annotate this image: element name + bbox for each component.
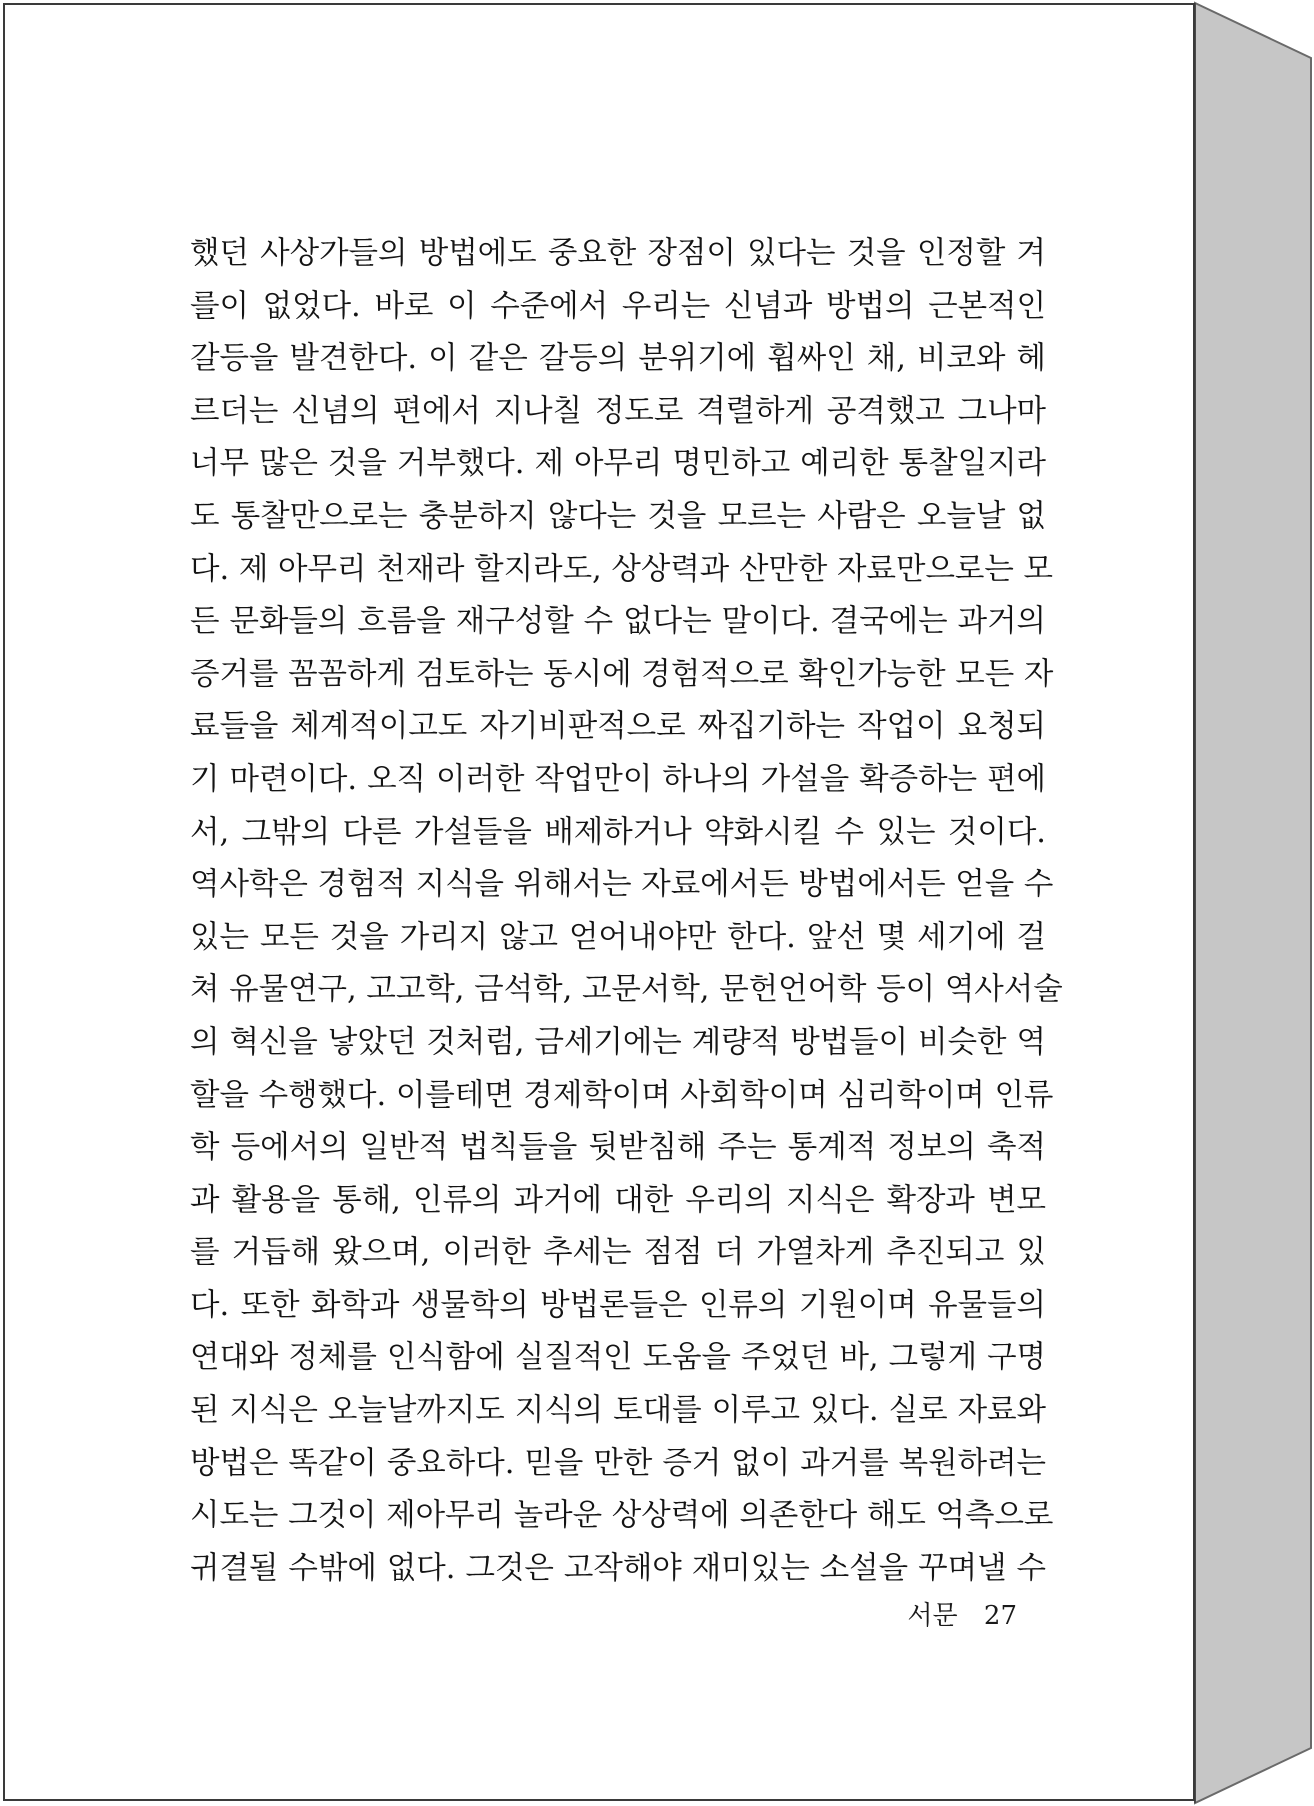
text-line: 과 활용을 통해, 인류의 과거에 대한 우리의 지식은 확장과 변모 bbox=[190, 1182, 1046, 1218]
text-line: 기 마련이다. 오직 이러한 작업만이 하나의 가설을 확증하는 편에 bbox=[190, 761, 1046, 797]
text-line: 서, 그밖의 다른 가설들을 배제하거나 약화시킬 수 있는 것이다. bbox=[190, 814, 1046, 850]
page-number: 27 bbox=[983, 1601, 1017, 1631]
text-line: 했던 사상가들의 방법에도 중요한 장점이 있다는 것을 인정할 겨 bbox=[190, 236, 1046, 271]
page-footer bbox=[907, 1595, 1017, 1632]
text-line: 할을 수행했다. 이를테면 경제학이며 사회학이며 심리학이며 인류 bbox=[190, 1077, 1054, 1113]
text-line: 쳐 유물연구, 고고학, 금석학, 고문서학, 문헌언어학 등이 역사서술 bbox=[190, 972, 1063, 1008]
section-title: 서문 bbox=[907, 1601, 958, 1631]
text-line: 귀결될 수밖에 없다. 그것은 고작해야 재미있는 소설을 꾸며낼 수 bbox=[190, 1550, 1046, 1586]
text-line: 증거를 꼼꼼하게 검토하는 동시에 경험적으로 확인가능한 모든 자 bbox=[190, 656, 1054, 692]
text-line: 갈등을 발견한다. 이 같은 갈등의 분위기에 휩싸인 채, 비코와 헤 bbox=[190, 341, 1046, 377]
body-text bbox=[190, 228, 1063, 1595]
text-line: 있는 모든 것을 가리지 않고 얻어내야만 한다. 앞선 몇 세기에 걸 bbox=[190, 919, 1046, 955]
text-line: 를이 없었다. 바로 이 수준에서 우리는 신념과 방법의 근본적인 bbox=[190, 288, 1046, 324]
text-line: 를 거듭해 왔으며, 이러한 추세는 점점 더 가열차게 추진되고 있 bbox=[190, 1235, 1046, 1271]
text-line: 료들을 체계적이고도 자기비판적으로 짜집기하는 작업이 요청되 bbox=[190, 709, 1046, 745]
text-line: 다. 또한 화학과 생물학의 방법론들은 인류의 기원이며 유물들의 bbox=[190, 1287, 1046, 1323]
text-line: 너무 많은 것을 거부했다. 제 아무리 명민하고 예리한 통찰일지라 bbox=[190, 446, 1046, 482]
text-line: 학 등에서의 일반적 법칙들을 뒷받침해 주는 통계적 정보의 축적 bbox=[190, 1130, 1046, 1166]
text-line: 연대와 정체를 인식함에 실질적인 도움을 주었던 바, 그렇게 구명 bbox=[190, 1340, 1046, 1376]
text-line: 시도는 그것이 제아무리 놀라운 상상력에 의존한다 해도 억측으로 bbox=[190, 1498, 1054, 1534]
text-line: 르더는 신념의 편에서 지나칠 정도로 격렬하게 공격했고 그나마 bbox=[190, 393, 1046, 429]
text-line: 된 지식은 오늘날까지도 지식의 토대를 이루고 있다. 실로 자료와 bbox=[190, 1393, 1046, 1429]
text-line: 도 통찰만으로는 충분하지 않다는 것을 모르는 사람은 오늘날 없 bbox=[190, 498, 1046, 534]
text-line: 역사학은 경험적 지식을 위해서는 자료에서든 방법에서든 얻을 수 bbox=[190, 867, 1054, 903]
text-line: 든 문화들의 흐름을 재구성할 수 없다는 말이다. 결국에는 과거의 bbox=[190, 604, 1046, 640]
text-line: 방법은 똑같이 중요하다. 믿을 만한 증거 없이 과거를 복원하려는 bbox=[190, 1445, 1046, 1481]
text-line: 다. 제 아무리 천재라 할지라도, 상상력과 산만한 자료만으로는 모 bbox=[190, 551, 1053, 587]
text-line: 의 혁신을 낳았던 것처럼, 금세기에는 계량적 방법들이 비슷한 역 bbox=[190, 1024, 1046, 1060]
